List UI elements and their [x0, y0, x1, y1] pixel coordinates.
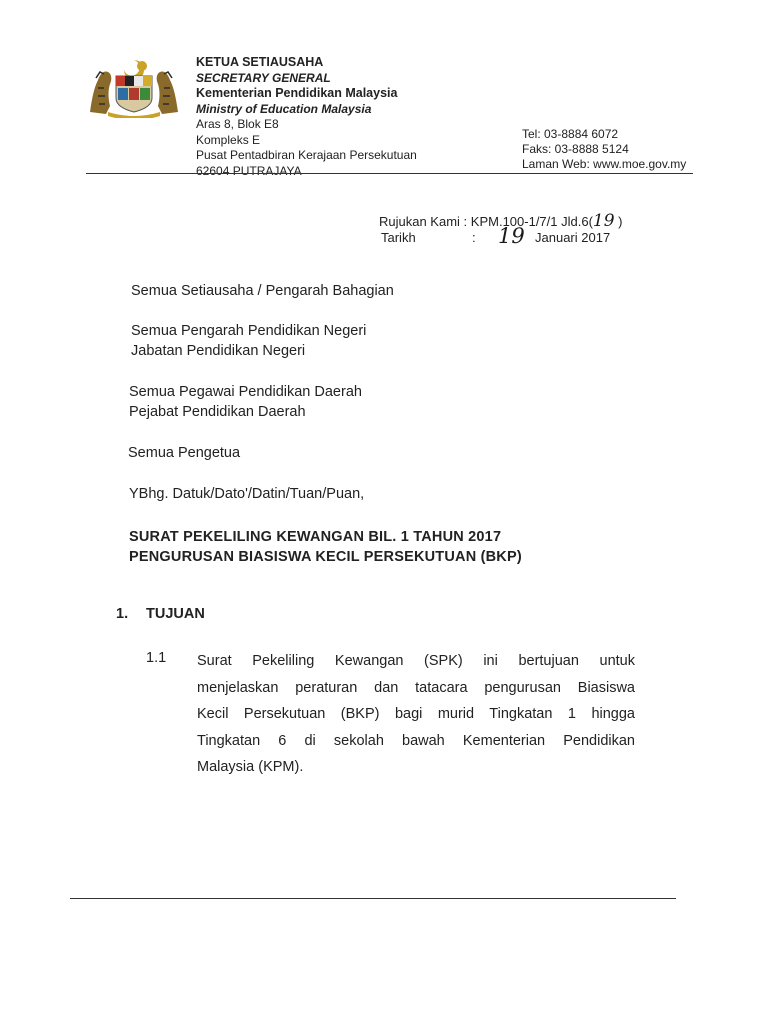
letterhead-divider	[86, 173, 693, 174]
paragraph-line: Malaysia (KPM).	[197, 759, 304, 776]
date-colon: :	[472, 230, 476, 245]
recipient	[129, 382, 362, 422]
fax-number: Faks: 03-8888 5124	[522, 142, 629, 156]
section-heading: TUJUAN	[146, 606, 205, 622]
section-number: 1.	[116, 606, 129, 622]
recipient-line: Jabatan Pendidikan Negeri	[131, 343, 306, 359]
reference-line: Rujukan Kami : KPM.100-1/7/1 Jld.6(19 )	[379, 211, 623, 231]
footer-divider	[70, 898, 676, 899]
ministry-name: Kementerian Pendidikan Malaysia	[196, 86, 398, 100]
ref-close: )	[618, 214, 623, 229]
ref-value: KPM.100-1/7/1 Jld.6(	[470, 214, 593, 229]
title-line: SURAT PEKELILING KEWANGAN BIL. 1 TAHUN 2017	[129, 529, 502, 545]
date-day-handwritten: 19	[498, 224, 525, 248]
address-line: Pusat Pentadbiran Kerajaan Persekutuan	[196, 148, 417, 162]
recipient: Semua Pengetua	[128, 445, 241, 461]
letter-title	[129, 527, 522, 567]
office-title-en: SECRETARY GENERAL	[196, 70, 331, 85]
contact-block	[522, 127, 686, 172]
recipient-line: Semua Pengarah Pendidikan Negeri	[131, 323, 367, 339]
ministry-name-en: Ministry of Education Malaysia	[196, 101, 372, 116]
website: Laman Web: www.moe.gov.my	[522, 157, 687, 171]
title-line: PENGURUSAN BIASISWA KECIL PERSEKUTUAN (BKP)	[129, 549, 522, 565]
ref-handwritten: 19	[592, 211, 615, 231]
letterhead-address	[196, 55, 417, 179]
paragraph-line: Kecil Persekutuan (BKP) bagi murid Tingkatan 1 hingga	[197, 706, 635, 723]
recipient-line: Pejabat Pendidikan Daerah	[129, 404, 306, 420]
date-label: Tarikh	[381, 230, 416, 245]
paragraph-line: Surat Pekeliling Kewangan (SPK) ini bertujuan untuk	[197, 653, 635, 669]
recipient-line: Semua Pegawai Pendidikan Daerah	[129, 384, 362, 400]
ref-label: Rujukan Kami	[379, 214, 460, 229]
date-month-year: Januari 2017	[535, 230, 611, 245]
paragraph-body	[197, 648, 635, 781]
paragraph-line: menjelaskan peraturan dan tatacara pengurusan Biasiswa	[197, 679, 635, 696]
salutation: YBhg. Datuk/Dato'/Datin/Tuan/Puan,	[129, 486, 365, 502]
recipient	[131, 321, 366, 361]
tel-number: Tel: 03-8884 6072	[522, 127, 619, 141]
address-line: Kompleks E	[196, 132, 261, 147]
paragraph-line: Tingkatan 6 di sekolah bawah Kementerian Pendidikan	[197, 732, 635, 749]
address-line: 62604 PUTRAJAYA	[196, 163, 302, 178]
paragraph-number: 1.1	[146, 650, 167, 666]
coat-of-arms-icon	[86, 58, 182, 118]
office-title: KETUA SETIAUSAHA	[196, 55, 324, 69]
recipient: Semua Setiausaha / Pengarah Bahagian	[131, 283, 394, 299]
address-line: Aras 8, Blok E8	[196, 117, 279, 131]
